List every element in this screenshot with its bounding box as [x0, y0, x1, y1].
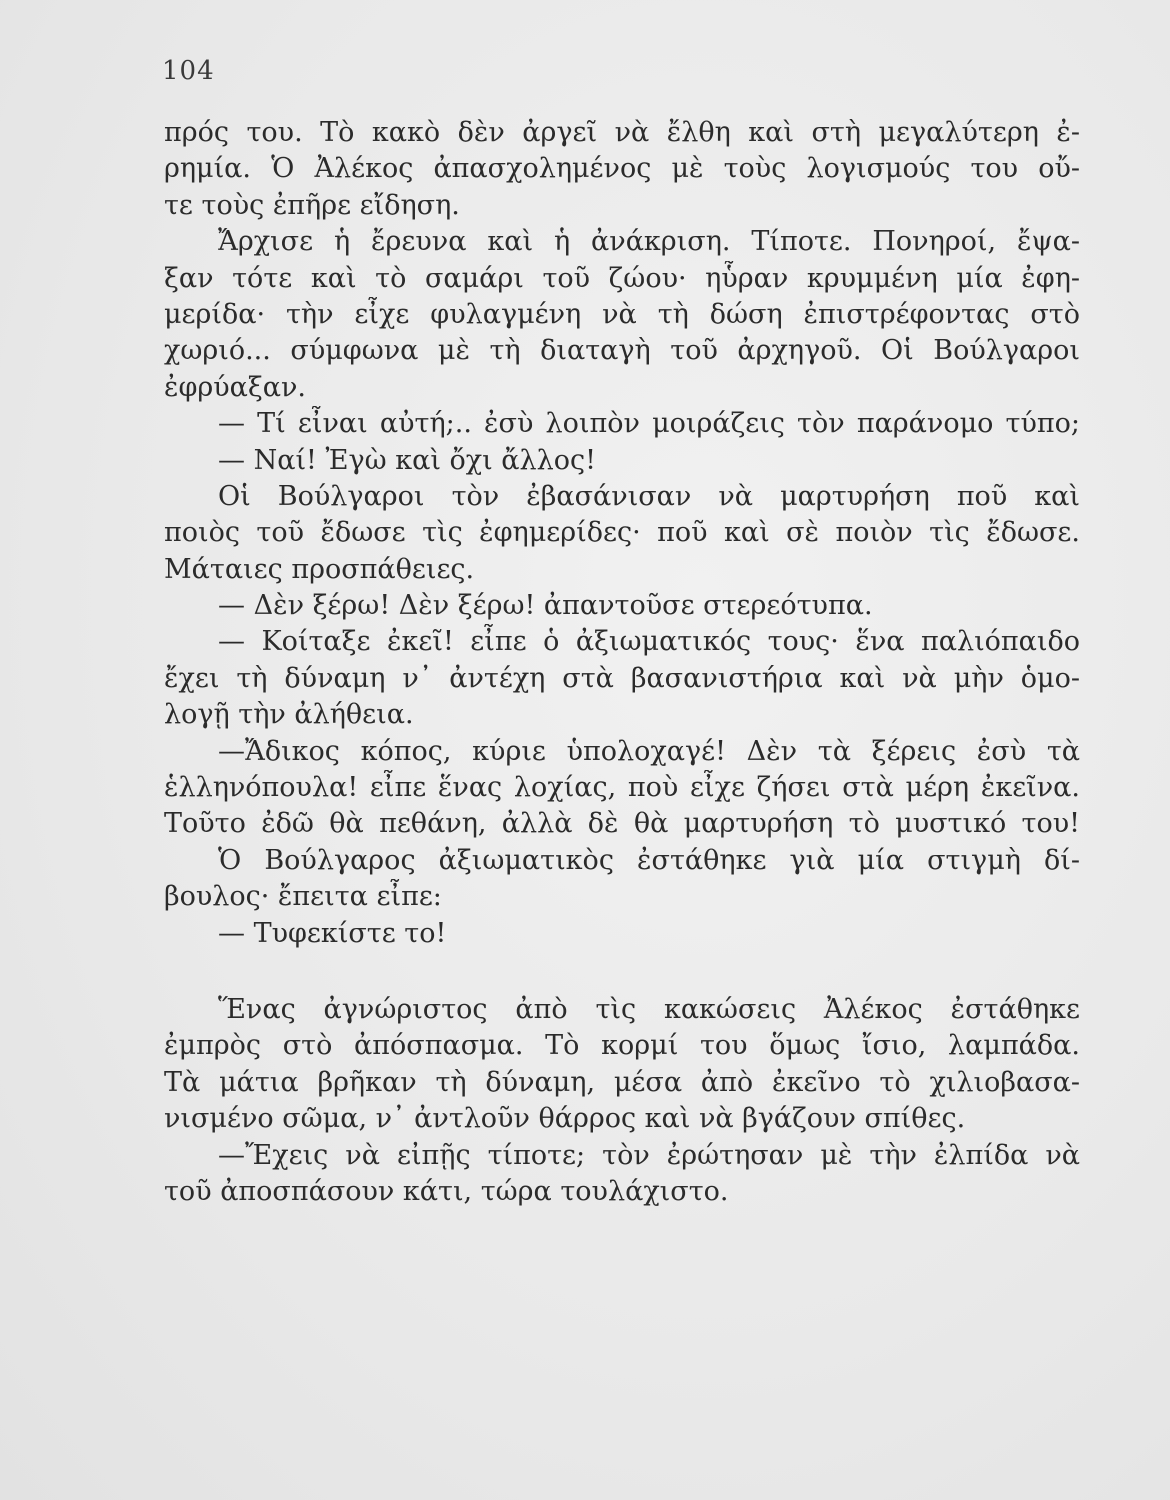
text-line: ἐφρύαξαν.	[164, 371, 307, 403]
text-line: Ἄρχισε ἡ ἔρευνα καὶ ἡ ἀνάκριση. Τίποτε. Πονηροί, ἔψα-	[218, 226, 1080, 258]
text-line: ξαν τότε καὶ τὸ σαμάρι τοῦ ζώου· ηὗραν κρυμμένη μία ἐφη-	[164, 262, 1080, 294]
text-line: λογῇ τὴν ἀλήθεια.	[164, 699, 414, 731]
section-gap	[164, 952, 1080, 992]
text-line: Μάταιες προσπάθειες.	[164, 553, 475, 585]
text-line: ἐμπρὸς στὸ ἀπόσπασμα. Τὸ κορμί του ὅμως ἴσιο, λαμπάδα.	[164, 1030, 1080, 1062]
text-line: Τὰ μάτια βρῆκαν τὴ δύναμη, μέσα ἀπὸ ἐκεῖνο τὸ χιλιοβασα-	[164, 1066, 1080, 1098]
text-line: Ἕνας ἀγνώριστος ἀπὸ τὶς κακώσεις Ἀλέκος ἐστάθηκε	[218, 993, 1080, 1025]
text-line: — Τί εἶναι αὐτή;.. ἐσὺ λοιπὸν μοιράζεις τὸν παράνομο τύπο;	[218, 408, 1080, 440]
text-line: βουλος· ἔπειτα εἶπε:	[164, 881, 442, 913]
text-line: τε τοὺς ἐπῆρε εἴδηση.	[164, 189, 460, 221]
text-line: Ὁ Βούλγαρος ἀξιωματικὸς ἐστάθηκε γιὰ μία στιγμὴ δί-	[218, 844, 1080, 876]
text-line: ἔχει τὴ δύναμη ν᾿ ἀντέχη στὰ βασανιστήρια καὶ νὰ μὴν ὁμο-	[164, 662, 1080, 694]
text-line: ἑλληνόπουλα! εἶπε ἕνας λοχίας, ποὺ εἶχε ζήσει στὰ μέρη ἐκεῖνα.	[164, 772, 1080, 804]
text-line: χωριό... σύμφωνα μὲ τὴ διαταγὴ τοῦ ἀρχηγοῦ. Οἱ Βούλγαροι	[164, 335, 1080, 367]
text-line: ρημία. Ὁ Ἀλέκος ἀπασχολημένος μὲ τοὺς λογισμούς του οὔ-	[164, 153, 1080, 185]
body-text	[164, 115, 1080, 1210]
page-number: 104	[162, 56, 215, 86]
text-line: τοῦ ἀποσπάσουν κάτι, τώρα τουλάχιστο.	[164, 1175, 729, 1207]
text-line: Τοῦτο ἐδῶ θὰ πεθάνη, ἀλλὰ δὲ θὰ μαρτυρήση τὸ μυστικό του!	[164, 808, 1080, 840]
text-line: πρός του. Τὸ κακὸ δὲν ἀργεῖ νὰ ἔλθη καὶ στὴ μεγαλύτερη ἐ-	[164, 117, 1080, 148]
text-line: μερίδα· τὴν εἶχε φυλαγμένη νὰ τὴ δώση ἐπιστρέφοντας στὸ	[164, 298, 1080, 330]
text-line: —Ἄδικος κόπος, κύριε ὑπολοχαγέ! Δὲν τὰ ξέρεις ἐσὺ τὰ	[218, 735, 1080, 767]
text-line: — Τυφεκίστε το!	[218, 917, 447, 949]
text-line: ποιὸς τοῦ ἔδωσε τὶς ἐφημερίδες· ποῦ καὶ σὲ ποιὸν τὶς ἔδωσε.	[164, 517, 1080, 549]
text-line: — Κοίταξε ἐκεῖ! εἶπε ὁ ἀξιωματικός τους· ἕνα παλιόπαιδο	[218, 626, 1080, 658]
text-line: — Ναί! Ἐγὼ καὶ ὄχι ἄλλος!	[218, 444, 596, 476]
text-line: —Ἔχεις νὰ εἰπῇς τίποτε; τὸν ἐρώτησαν μὲ τὴν ἐλπίδα νὰ	[218, 1139, 1080, 1171]
text-line: νισμένο σῶμα, ν᾿ ἀντλοῦν θάρρος καὶ νὰ βγάζουν σπίθες.	[164, 1103, 966, 1135]
text-line: — Δὲν ξέρω! Δὲν ξέρω! ἀπαντοῦσε στερεότυπα.	[218, 590, 873, 622]
text-line: Οἱ Βούλγαροι τὸν ἐβασάνισαν νὰ μαρτυρήση ποῦ καὶ	[218, 480, 1080, 512]
